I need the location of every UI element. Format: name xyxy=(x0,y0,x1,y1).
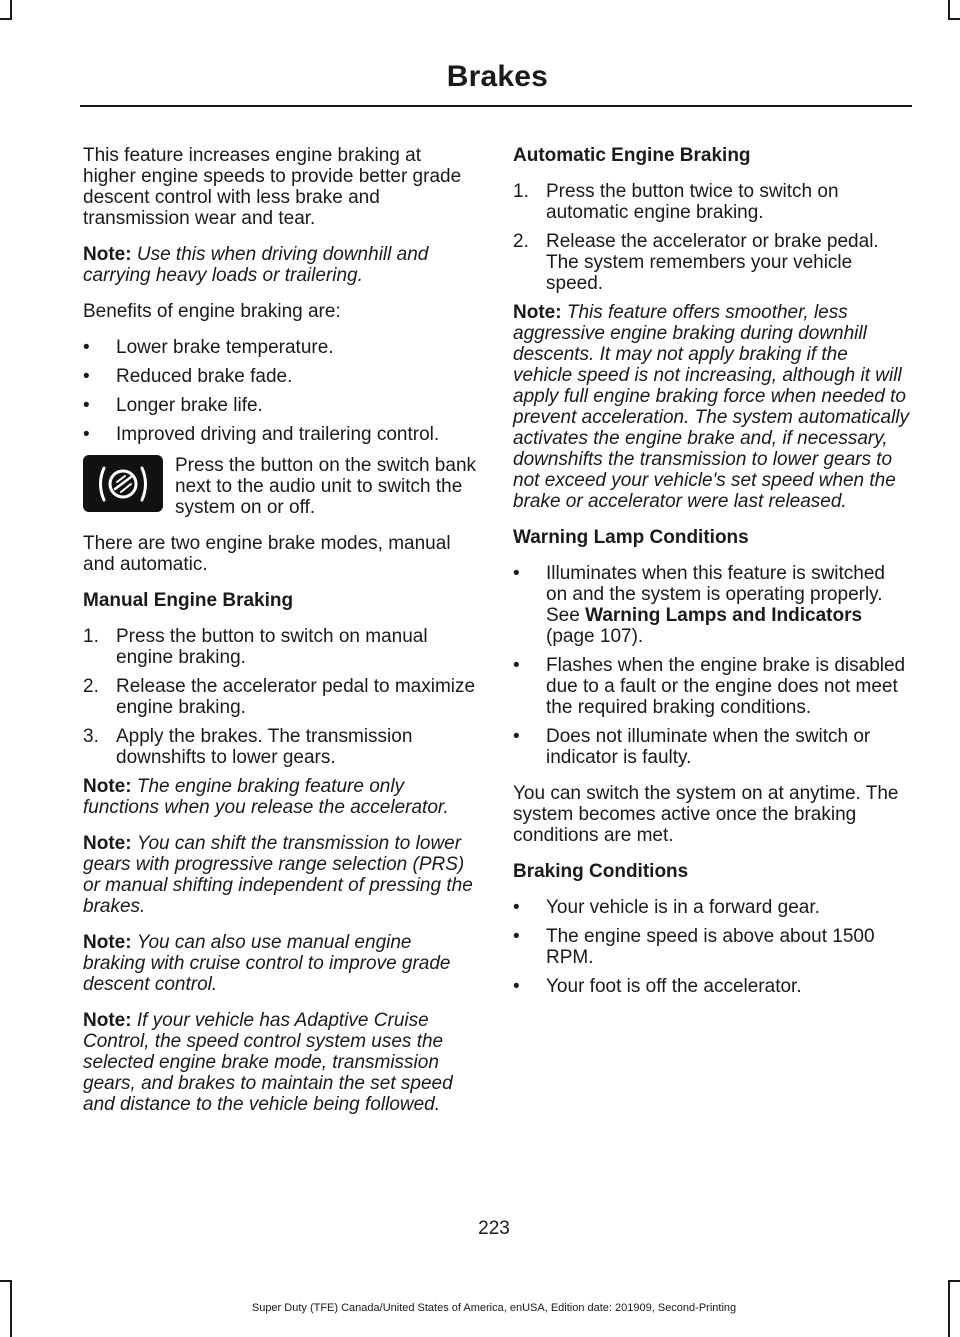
crop-mark xyxy=(948,0,950,18)
list-item-text: Reduced brake fade. xyxy=(116,366,293,387)
step-number: 2. xyxy=(513,231,529,252)
note-label: Note: xyxy=(83,932,132,953)
list-item-text: Illuminates when this feature is switched on and the system is operating properly. See xyxy=(546,563,885,626)
bullet: • xyxy=(83,395,90,416)
footer-text: Super Duty (TFE) Canada/United States of America, enUSA, Edition date: 201909, Second-Printing xyxy=(251,1302,737,1314)
button-instruction-text: Press the button on the switch bank next to the audio unit to switch the system on or off. xyxy=(175,455,477,518)
page-reference: (page 107). xyxy=(546,626,644,647)
note-text: You can shift the transmission to lower gears with progressive range selection (PRS) or manual shifting independent of pressing the brakes. xyxy=(83,833,473,917)
bullet: • xyxy=(513,976,520,997)
bullet: • xyxy=(513,726,520,747)
manual-steps xyxy=(83,626,479,768)
bullet: • xyxy=(83,424,90,445)
list-item xyxy=(83,726,479,768)
note xyxy=(83,244,479,286)
crop-mark xyxy=(948,18,960,20)
list-item xyxy=(83,395,479,416)
page-number: 223 xyxy=(478,1218,510,1239)
bullet: • xyxy=(513,563,520,584)
list-item xyxy=(83,366,479,387)
cross-reference-link[interactable]: Warning Lamps and Indicators xyxy=(585,605,863,626)
bullet: • xyxy=(513,897,520,918)
bullet: • xyxy=(513,655,520,676)
list-item-text: Your vehicle is in a forward gear. xyxy=(546,897,820,918)
button-instruction xyxy=(83,455,479,518)
note-text: The engine braking feature only functions when you release the accelerator. xyxy=(83,776,449,818)
auto-heading: Automatic Engine Braking xyxy=(513,145,751,166)
list-item-text: Your foot is off the accelerator. xyxy=(546,976,802,997)
step-text: Apply the brakes. The transmission downshifts to lower gears. xyxy=(116,726,413,768)
modes-paragraph: There are two engine brake modes, manual and automatic. xyxy=(83,533,451,575)
list-item-text: The engine speed is above about 1500 RPM. xyxy=(546,926,875,968)
list-item xyxy=(513,926,909,968)
note xyxy=(83,932,479,995)
list-item xyxy=(513,231,909,294)
list-item xyxy=(513,655,909,718)
note-label: Note: xyxy=(83,244,132,265)
note-text: You can also use manual engine braking with cruise control to improve grade descent control. xyxy=(83,932,451,995)
bullet: • xyxy=(83,337,90,358)
crop-mark xyxy=(10,0,12,18)
step-number: 1. xyxy=(513,181,529,202)
note-text: Use this when driving downhill and carrying heavy loads or trailering. xyxy=(83,244,429,286)
list-item-text: Does not illuminate when the switch or indicator is faulty. xyxy=(546,726,871,768)
right-column xyxy=(513,145,909,1005)
warning-list xyxy=(513,563,909,768)
step-text: Press the button twice to switch on automatic engine braking. xyxy=(546,181,839,223)
bullet: • xyxy=(83,366,90,387)
list-item-text: Flashes when the engine brake is disabled due to a fault or the engine does not meet the required braking conditions. xyxy=(546,655,906,718)
crop-mark xyxy=(0,18,12,20)
page-title: Brakes xyxy=(446,60,548,93)
note-text: If your vehicle has Adaptive Cruise Control, the speed control system uses the selected engine brake mode, transmission gears, and brakes to maintain the set speed and distance to the vehicle being followed. xyxy=(83,1010,453,1115)
note-label: Note: xyxy=(513,302,562,323)
step-text: Press the button to switch on manual engine braking. xyxy=(116,626,428,668)
note-label: Note: xyxy=(83,1010,132,1031)
crop-mark xyxy=(0,1280,12,1282)
step-number: 1. xyxy=(83,626,99,647)
note-label: Note: xyxy=(83,833,132,854)
list-item xyxy=(83,424,479,445)
header-rule xyxy=(80,105,912,107)
note xyxy=(83,833,479,917)
list-item xyxy=(83,626,479,668)
crop-mark xyxy=(948,1280,960,1282)
manual-heading: Manual Engine Braking xyxy=(83,590,294,611)
conditions-heading: Braking Conditions xyxy=(513,861,689,882)
list-item-text: Longer brake life. xyxy=(116,395,263,416)
list-item xyxy=(83,337,479,358)
left-column xyxy=(83,145,479,1130)
engine-brake-icon xyxy=(83,455,163,512)
note xyxy=(513,302,909,512)
step-text: Release the accelerator or brake pedal. The system remembers your vehicle speed. xyxy=(546,231,879,294)
list-item xyxy=(83,676,479,718)
list-item xyxy=(513,726,909,768)
bullet: • xyxy=(513,926,520,947)
auto-steps xyxy=(513,181,909,294)
list-item-text: Lower brake temperature. xyxy=(116,337,334,358)
intro-paragraph: This feature increases engine braking at higher engine speeds to provide better grade descent control with less brake and transmission wear and tear. xyxy=(83,145,462,229)
note-text: This feature offers smoother, less aggressive engine braking during downhill descents. It may not apply braking if the vehicle speed is not increasing, although it will apply full engine braking force when needed to prevent acceleration. The system automatically activates the engine brake and, if necessary, downshifts the transmission to lower gears to not exceed your vehicle's set speed when the brake or accelerator were last released. xyxy=(513,302,910,512)
list-item xyxy=(513,897,909,918)
conditions-list xyxy=(513,897,909,997)
list-item xyxy=(513,976,909,997)
list-item xyxy=(513,563,909,647)
step-number: 2. xyxy=(83,676,99,697)
anytime-paragraph: You can switch the system on at anytime. The system becomes active once the braking conditions are met. xyxy=(513,783,899,846)
list-item-text: Improved driving and trailering control. xyxy=(116,424,440,445)
note xyxy=(83,1010,479,1115)
benefits-list xyxy=(83,337,479,445)
list-item xyxy=(513,181,909,223)
benefits-intro: Benefits of engine braking are: xyxy=(83,301,341,322)
note-label: Note: xyxy=(83,776,132,797)
step-text: Release the accelerator pedal to maximize engine braking. xyxy=(116,676,476,718)
note xyxy=(83,776,479,818)
step-number: 3. xyxy=(83,726,99,747)
warning-heading: Warning Lamp Conditions xyxy=(513,527,749,548)
